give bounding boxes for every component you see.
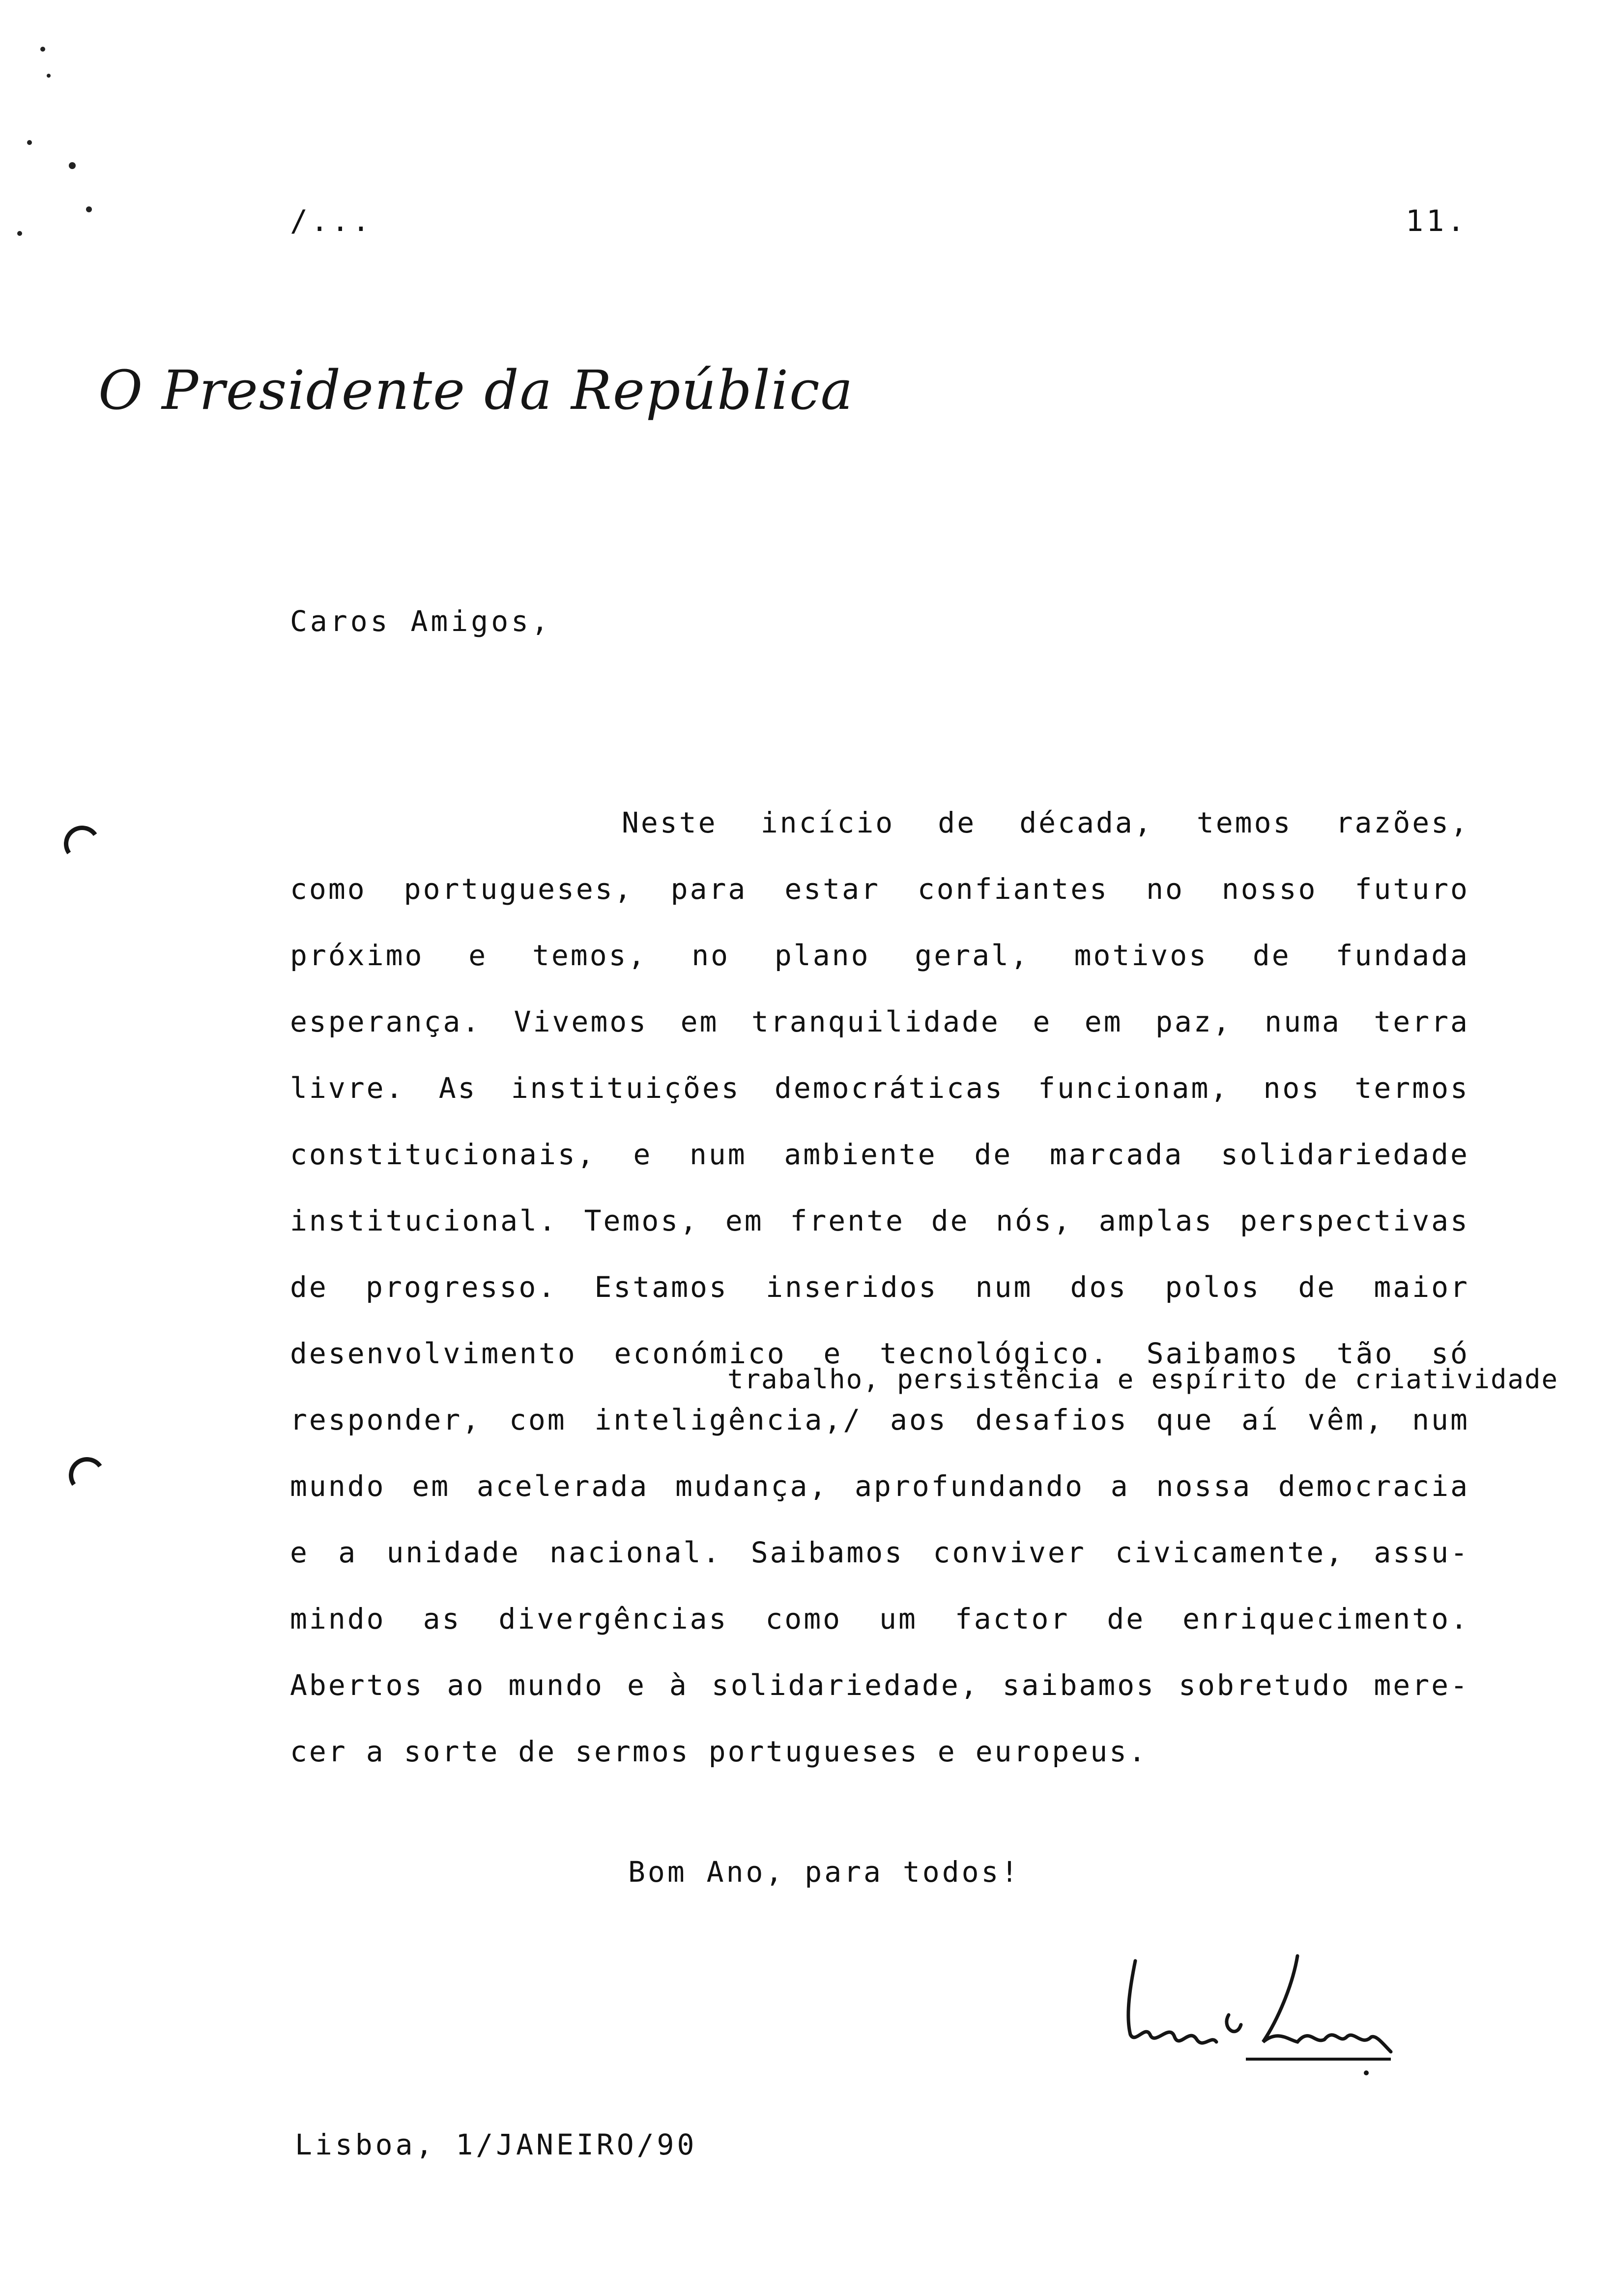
scan-speck <box>40 47 45 52</box>
body-line: esperança. Vivemos em tranquilidade e em paz, numa terra <box>290 1005 1469 1038</box>
scan-speck <box>27 140 32 145</box>
body-line: Abertos ao mundo e à solidariedade, saibamos sobretudo mere- <box>290 1668 1469 1702</box>
closing-line: Bom Ano, para todos! <box>628 1855 1021 1889</box>
body-line: institucional. Temos, em frente de nós, amplas perspectivas <box>290 1204 1469 1237</box>
page-number: 11. <box>1406 204 1468 238</box>
punch-hole-mark <box>61 823 103 865</box>
body-line: responder, com inteligência,/ aos desafios que aí vêm, num <box>290 1403 1469 1436</box>
body-line: próximo e temos, no plano geral, motivos de fundada <box>290 939 1469 972</box>
body-line: cer a sorte de sermos portugueses e europeus. <box>290 1735 1148 1768</box>
scan-speck <box>69 162 76 169</box>
body-line: mindo as divergências como um factor de enriquecimento. <box>290 1602 1469 1636</box>
continuation-mark: /... <box>290 204 373 238</box>
body-line: livre. As instituições democráticas funcionam, nos termos <box>290 1071 1469 1105</box>
salutation: Caros Amigos, <box>290 604 551 638</box>
place-and-date: Lisboa, 1/JANEIRO/90 <box>295 2128 697 2161</box>
handwritten-insert: trabalho, persistência e espírito de criatividade <box>727 1364 1559 1395</box>
body-line: mundo em acelerada mudança, aprofundando a nossa democracia <box>290 1469 1469 1503</box>
body-line: desenvolvimento económico e tecnológico. Saibamos tão só <box>290 1337 1469 1370</box>
body-line: Neste incício de década, temos razões, <box>622 806 1469 839</box>
letterhead: O Presidente da República <box>98 359 854 422</box>
signature <box>1116 1941 1401 2079</box>
scan-speck <box>47 74 51 78</box>
scan-speck <box>86 206 92 212</box>
scan-speck <box>17 231 22 236</box>
body-line: como portugueses, para estar confiantes no nosso futuro <box>290 872 1469 906</box>
body-line: e a unidade nacional. Saibamos conviver civicamente, assu- <box>290 1536 1469 1569</box>
punch-hole-mark <box>66 1454 108 1496</box>
body-line: de progresso. Estamos inseridos num dos polos de maior <box>290 1270 1469 1304</box>
body-line: constitucionais, e num ambiente de marcada solidariedade <box>290 1138 1469 1171</box>
